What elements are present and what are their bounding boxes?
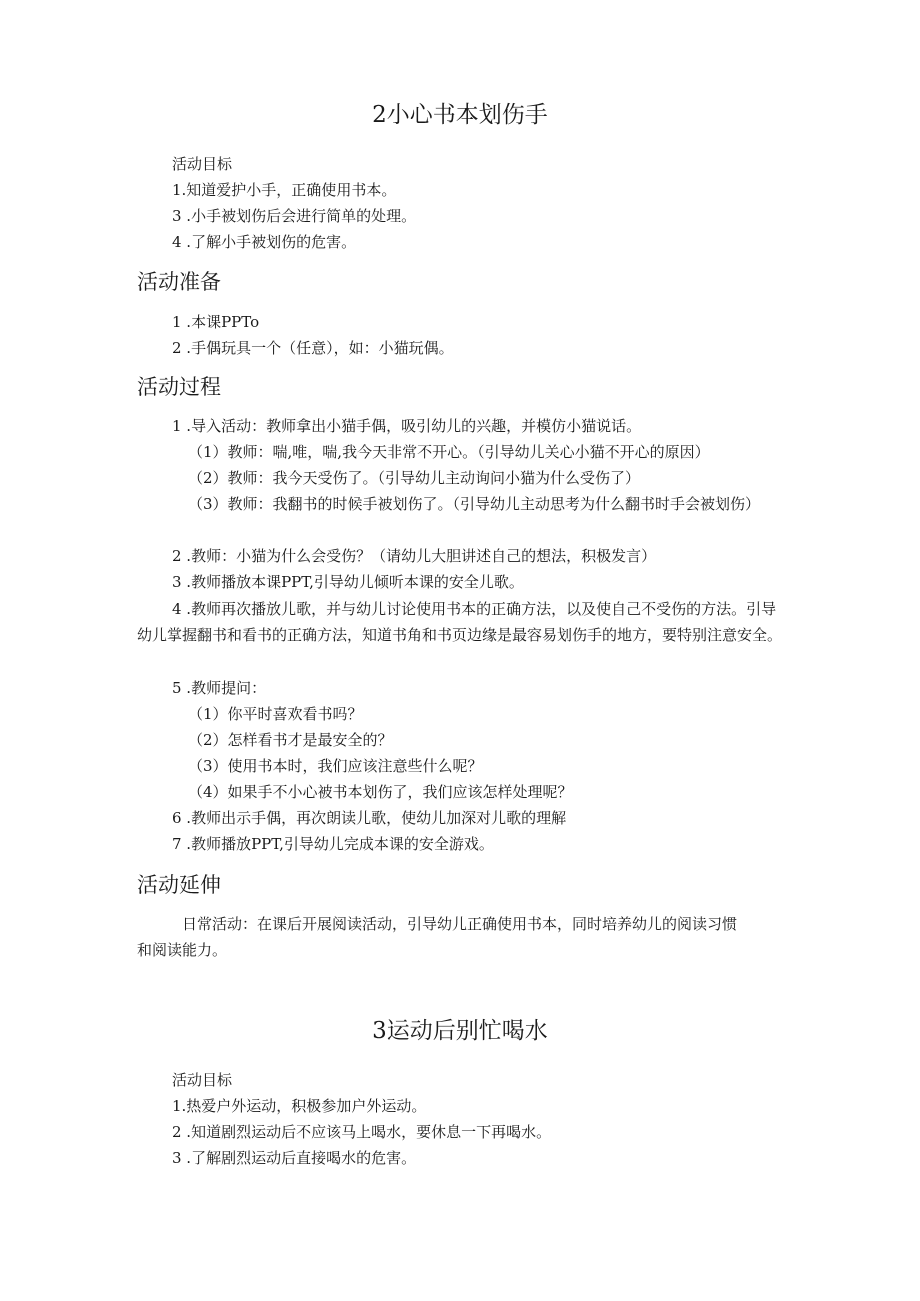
lesson2-prep-heading: 活动准备 [137, 270, 221, 294]
process-step-7: 7 .教师播放PPT,引导幼儿完成本课的安全游戏。 [172, 835, 494, 853]
lesson3-goals-label: 活动目标 [172, 1071, 233, 1089]
lesson2-goals-label: 活动目标 [172, 155, 233, 173]
lesson2-extension-text: 日常活动：在课后开展阅读活动，引导幼儿正确使用书本，同时培养幼儿的阅读习惯和阅读能力。 [137, 915, 738, 959]
lesson3-goal-1: 1.热爱户外运动，积极参加户外运动。 [172, 1097, 427, 1115]
lesson2-prep-2: 2 .手偶玩具一个（任意），如：小猫玩偶。 [172, 339, 454, 357]
lesson2-goal-2: 3 .小手被划伤后会进行简单的处理。 [172, 207, 417, 225]
lesson2-goal-1: 1.知道爱护小手，正确使用书本。 [172, 181, 397, 199]
process-step-3: 3 .教师播放本课PPT,引导幼儿倾听本课的安全儿歌。 [172, 573, 524, 591]
lesson2-extension-heading: 活动延伸 [137, 873, 221, 897]
process-step-4: 4 .教师再次播放儿歌，并与幼儿讨论使用书本的正确方法，以及使自己不受伤的方法。引导幼儿掌握翻书和看书的正确方法，知道书角和书页边缘是最容易划伤手的地方，要特别注意安全。 [137, 600, 783, 644]
process-step-5: 5 .教师提问： [172, 679, 267, 697]
process-step-1-sub-2: （2）教师：我今天受伤了。（引导幼儿主动询问小猫为什么受伤了） [188, 469, 641, 487]
process-step-6: 6 .教师出示手偶，再次朗读儿歌，使幼儿加深对儿歌的理解 [172, 809, 567, 827]
process-step-5-sub-4: （4）如果手不小心被书本划伤了，我们应该怎样处理呢？ [188, 783, 573, 801]
process-step-2: 2 .教师：小猫为什么会受伤？（请幼儿大胆讲述自己的想法，积极发言） [172, 547, 657, 565]
process-step-5-sub-1: （1）你平时喜欢看书吗？ [188, 705, 363, 723]
process-step-1-sub-3: （3）教师：我翻书的时候手被划伤了。（引导幼儿主动思考为什么翻书时手会被划伤） [188, 495, 761, 513]
lesson3-title: 3运动后别忙喝水 [372, 1018, 548, 1044]
lesson3-goal-3: 3 .了解剧烈运动后直接喝水的危害。 [172, 1149, 417, 1167]
lesson2-title: 2小心书本划伤手 [372, 102, 548, 128]
lesson2-prep-1: 1 .本课PPTo [172, 313, 260, 331]
process-step-1: 1 .导入活动：教师拿出小猫手偶，吸引幼儿的兴趣，并模仿小猫说话。 [172, 417, 642, 435]
process-step-1-sub-1: （1）教师：喘,唯，喘,我今天非常不开心。（引导幼儿关心小猫不开心的原因） [188, 443, 710, 461]
process-step-5-sub-2: （2）怎样看书才是最安全的？ [188, 731, 393, 749]
lesson3-goal-2: 2 .知道剧烈运动后不应该马上喝水，要休息一下再喝水。 [172, 1123, 552, 1141]
process-step-5-sub-3: （3）使用书本时，我们应该注意些什么呢？ [188, 757, 483, 775]
lesson2-process-heading: 活动过程 [137, 375, 221, 399]
lesson2-goal-3: 4 .了解小手被划伤的危害。 [172, 233, 357, 251]
